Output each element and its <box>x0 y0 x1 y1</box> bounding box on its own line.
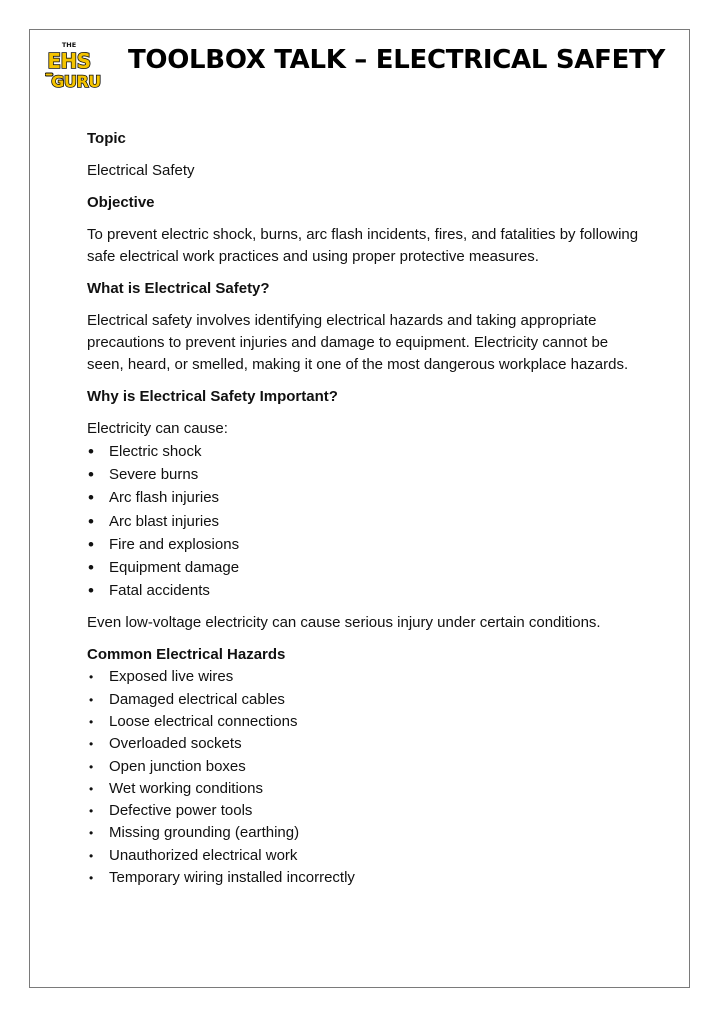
list-item <box>87 440 647 463</box>
list-item <box>87 486 647 509</box>
why-important-intro: Electricity can cause: <box>87 420 228 437</box>
svg-text:EHS: EHS <box>47 49 91 73</box>
topic-heading: Topic <box>87 130 126 147</box>
bullet-icon: • <box>89 826 94 841</box>
list-item-text: Equipment damage <box>109 558 240 576</box>
list-item-text: Defective power tools <box>109 802 253 820</box>
list-item-text: Exposed live wires <box>109 668 234 686</box>
list-item <box>87 867 647 889</box>
bullet-icon: • <box>89 781 94 796</box>
list-item <box>87 711 647 733</box>
hazards-heading: Common Electrical Hazards <box>87 646 286 664</box>
bullet-icon: • <box>89 848 94 863</box>
hazards-list <box>87 666 647 889</box>
bullet-icon: • <box>89 692 94 707</box>
bullet-icon: • <box>88 557 94 577</box>
list-item-text: Overloaded sockets <box>109 735 242 753</box>
list-item <box>87 666 647 688</box>
list-item <box>87 845 647 867</box>
list-item <box>87 756 647 778</box>
bullet-icon: • <box>89 804 94 819</box>
list-item-text: Arc flash injuries <box>109 489 220 507</box>
list-item <box>87 822 647 844</box>
list-item-text: Open junction boxes <box>109 757 246 775</box>
bullet-icon: • <box>88 511 94 531</box>
list-item <box>87 579 647 602</box>
objective-heading: Objective <box>87 194 155 211</box>
list-item <box>87 533 647 556</box>
list-item <box>87 778 647 800</box>
list-item <box>87 733 647 755</box>
document-title: TOOLBOX TALK – ELECTRICAL SAFETY <box>128 45 666 75</box>
list-item-text: Arc blast injuries <box>109 512 220 530</box>
what-is-heading: What is Electrical Safety? <box>87 280 270 297</box>
list-item-text: Fire and explosions <box>109 535 240 553</box>
svg-text:THE: THE <box>61 41 77 49</box>
list-item-text: Temporary wiring installed incorrectly <box>109 868 355 886</box>
bullet-icon: • <box>89 759 94 774</box>
bullet-icon: • <box>88 488 94 508</box>
objective-text: To prevent electric shock, burns, arc flash incidents, fires, and fatalities by following safe electrical work practices and using proper protective measures. <box>87 226 639 265</box>
bullet-icon: • <box>88 534 94 554</box>
low-voltage-note: Even low-voltage electricity can cause serious injury under certain conditions. <box>87 614 601 632</box>
list-item <box>87 463 647 486</box>
svg-text:GURU: GURU <box>51 72 101 90</box>
bullet-icon: • <box>88 465 94 485</box>
bullet-icon: • <box>88 442 94 461</box>
consequences-list <box>87 440 647 602</box>
list-item <box>87 510 647 533</box>
list-item-text: Wet working conditions <box>109 779 263 797</box>
list-item-text: Severe burns <box>109 466 199 484</box>
list-item-text: Electric shock <box>109 443 202 460</box>
document-body <box>87 128 647 889</box>
list-item-text: Unauthorized electrical work <box>109 846 298 864</box>
bullet-icon: • <box>89 670 94 685</box>
bullet-icon: • <box>89 714 94 729</box>
list-item-text: Missing grounding (earthing) <box>109 824 300 842</box>
topic-text: Electrical Safety <box>87 162 195 179</box>
bullet-icon: • <box>89 870 94 885</box>
list-item-text: Damaged electrical cables <box>109 690 285 708</box>
bullet-icon: • <box>88 581 94 601</box>
why-important-heading: Why is Electrical Safety Important? <box>87 388 338 405</box>
what-is-text: Electrical safety involves identifying electrical hazards and taking appropriate precautions to prevent injuries and damage to equipment. Electricity cannot be seen, heard, or smelled, making it one of the most dangerous workplace hazards. <box>87 312 629 373</box>
bullet-icon: • <box>89 737 94 752</box>
list-item <box>87 689 647 711</box>
list-item-text: Loose electrical connections <box>109 712 298 730</box>
ehs-guru-logo <box>45 40 101 90</box>
list-item <box>87 800 647 822</box>
list-item-text: Fatal accidents <box>109 582 210 600</box>
list-item <box>87 556 647 579</box>
